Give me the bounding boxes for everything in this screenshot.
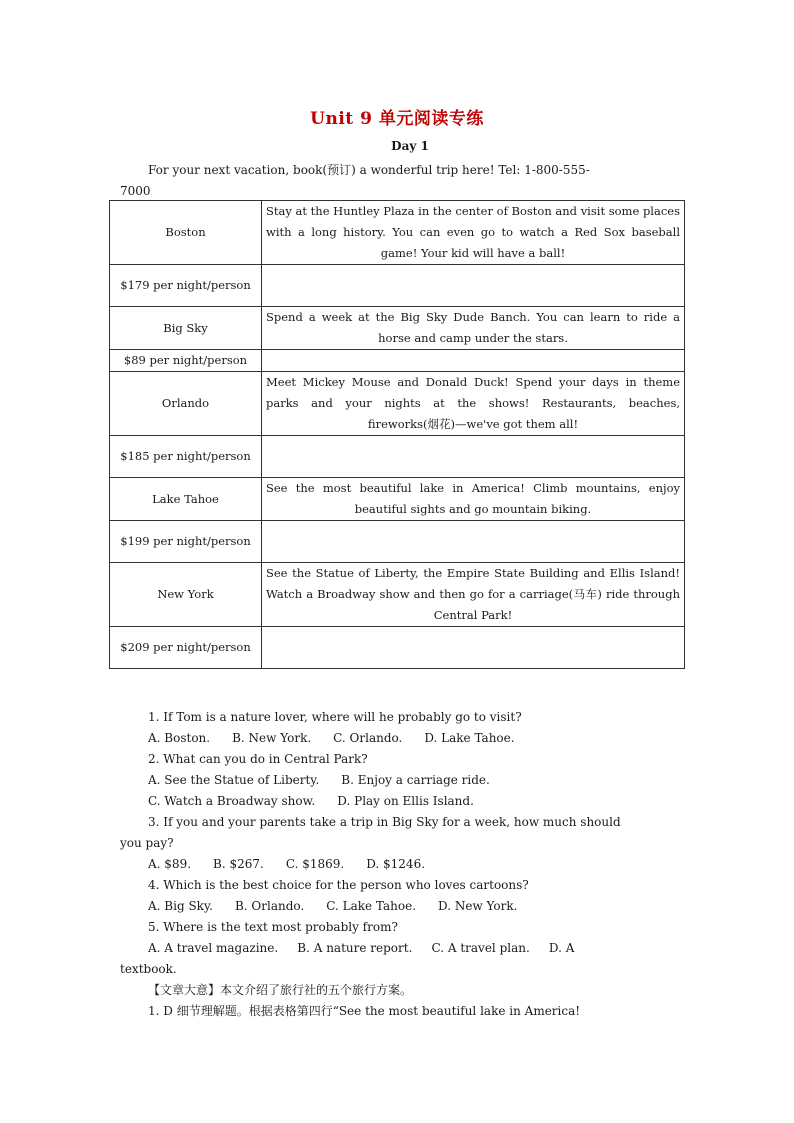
- option: B. Enjoy a carriage ride.: [341, 773, 490, 787]
- price-cell: $209 per night/person: [110, 627, 262, 669]
- answer-1: 1. D 细节理解题。根据表格第四行“See the most beautiful lake in America!: [148, 1004, 581, 1018]
- table-row: [110, 372, 685, 436]
- questions-block: [120, 707, 680, 1022]
- price-cell: $199 per night/person: [110, 521, 262, 563]
- question-1: 1. If Tom is a nature lover, where will he probably go to visit?: [148, 710, 522, 724]
- option: B. Orlando.: [234, 899, 305, 913]
- question-3-line-1: 3. If you and your parents take a trip in Big Sky for a week, how much should: [148, 815, 621, 829]
- empty-cell: [262, 265, 685, 307]
- option: D. Lake Tahoe.: [424, 731, 515, 745]
- option: C. Lake Tahoe.: [326, 899, 417, 913]
- table-row: [110, 436, 685, 478]
- table-row: [110, 201, 685, 265]
- question-1-options: [120, 728, 680, 749]
- table-row: [110, 521, 685, 563]
- table-row: [110, 627, 685, 669]
- question-3-options: [120, 854, 680, 875]
- option: D. $1246.: [366, 857, 426, 871]
- empty-cell: [262, 350, 685, 372]
- intro-line-2: 7000: [120, 184, 151, 198]
- page-title: Unit 9 单元阅读专练: [310, 109, 484, 129]
- empty-cell: [262, 436, 685, 478]
- question-5-options-line-2: textbook.: [120, 962, 177, 976]
- summary: 【文章大意】本文介绍了旅行社的五个旅行方案。: [148, 983, 413, 997]
- day-heading: Day 1: [391, 139, 429, 153]
- empty-cell: [262, 521, 685, 563]
- question-2-options-b: [120, 791, 680, 812]
- place-cell: Boston: [110, 201, 262, 265]
- option: D. New York.: [438, 899, 518, 913]
- question-4-options: [120, 896, 680, 917]
- option: C. $1869.: [285, 857, 345, 871]
- option: C. Watch a Broadway show.: [148, 794, 316, 808]
- table-row: [110, 265, 685, 307]
- description-cell: Stay at the Huntley Plaza in the center of Boston and visit some places with a long history. You can even go to watch a Red Sox baseball game! Your kid will have a ball!: [262, 201, 685, 265]
- intro-line-1: For your next vacation, book(预订) a wonderful trip here! Tel: 1-800-555-: [148, 163, 590, 177]
- description-cell: See the most beautiful lake in America! Climb mountains, enjoy beautiful sights and go mountain biking.: [262, 478, 685, 521]
- option: A. See the Statue of Liberty.: [148, 773, 320, 787]
- trips-table: [109, 200, 685, 669]
- question-4: 4. Which is the best choice for the person who loves cartoons?: [148, 878, 529, 892]
- table-row: [110, 478, 685, 521]
- empty-cell: [262, 627, 685, 669]
- place-cell: New York: [110, 563, 262, 627]
- table-row: [110, 307, 685, 350]
- price-cell: $179 per night/person: [110, 265, 262, 307]
- question-3-line-2: you pay?: [120, 836, 174, 850]
- option: B. New York.: [232, 731, 312, 745]
- option: A. Big Sky.: [148, 899, 213, 913]
- description-cell: Spend a week at the Big Sky Dude Banch. You can learn to ride a horse and camp under the stars.: [262, 307, 685, 350]
- question-5-options-line-1: A. A travel magazine. B. A nature report. C. A travel plan. D. A: [148, 941, 575, 955]
- option: A. Boston.: [148, 731, 211, 745]
- table-row: [110, 563, 685, 627]
- option: D. Play on Ellis Island.: [337, 794, 474, 808]
- question-5: 5. Where is the text most probably from?: [148, 920, 398, 934]
- price-cell: $185 per night/person: [110, 436, 262, 478]
- description-cell: See the Statue of Liberty, the Empire State Building and Ellis Island! Watch a Broadway show and then go for a carriage(马车) ride through Central Park!: [262, 563, 685, 627]
- option: B. $267.: [213, 857, 264, 871]
- place-cell: Lake Tahoe: [110, 478, 262, 521]
- option: C. Orlando.: [333, 731, 403, 745]
- table-row: [110, 350, 685, 372]
- question-2: 2. What can you do in Central Park?: [148, 752, 368, 766]
- place-cell: Big Sky: [110, 307, 262, 350]
- description-cell: Meet Mickey Mouse and Donald Duck! Spend your days in theme parks and your nights at the shows! Restaurants, beaches, fireworks(烟花)—we've got them all!: [262, 372, 685, 436]
- price-cell: $89 per night/person: [110, 350, 262, 372]
- place-cell: Orlando: [110, 372, 262, 436]
- option: A. $89.: [148, 857, 192, 871]
- question-2-options-a: [120, 770, 680, 791]
